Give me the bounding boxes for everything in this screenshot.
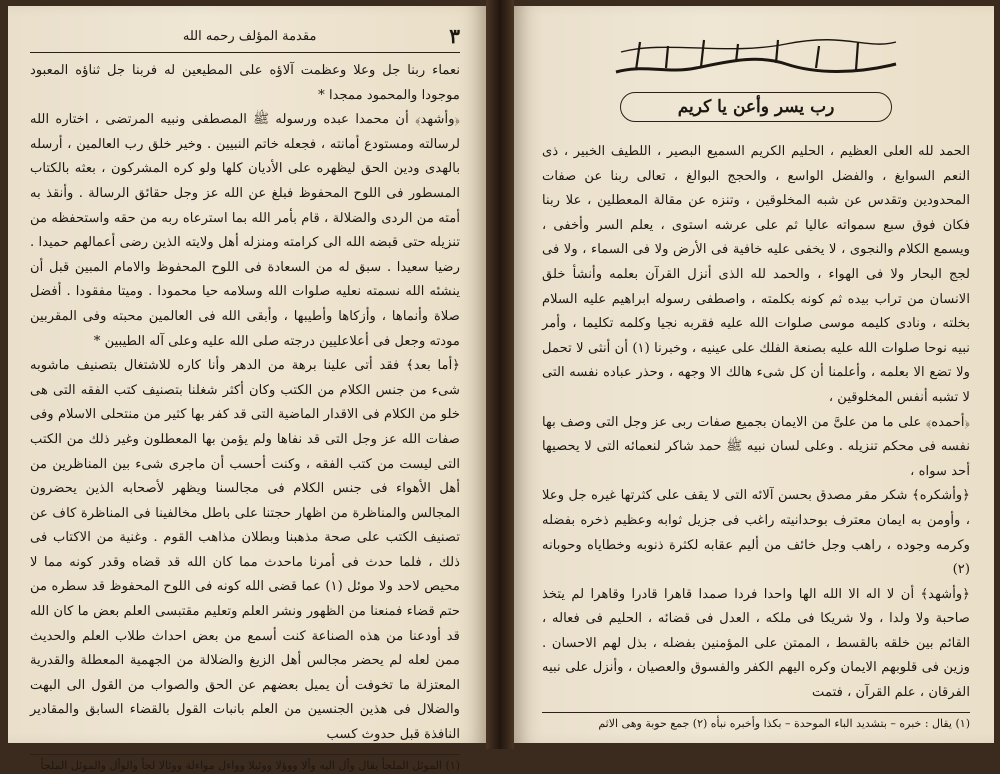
footnote: (١) يقال : خبره – بتشديد الباء الموحدة – بكذا وأخبره نبأه (٢) جمع حوبة وهى الاثم (598, 716, 970, 730)
right-body-text (542, 140, 970, 706)
running-title: مقدمة المؤلف رحمه الله (182, 28, 317, 44)
page-number: ٣ (449, 24, 460, 48)
footnote: (١) الموئل الملجأ يقال وأل اليه وألا ووؤلا ووئيلا وواءل مواءلة ووئالا لجأ والوأل والموئل الملجأ (40, 758, 460, 772)
paragraph: ﴿وأشكره﴾ شكر مقر مصدق بحسن آلائه التى لا يقف على كثرتها غيره جل وعلا ، وأومن به ايمان معترف بوحدانيته راغب فى جزيل ثوابه وعظيم ذخره بفضله وكرمه وجوده ، راهب وجل خائف من أليم عقابه لكثرة ذنوبه وخطاياه وحوبانه (٢) (542, 488, 970, 578)
left-page (8, 6, 486, 772)
book-gutter (486, 0, 514, 749)
invocation-cartouche: رب يسر وأعن يا كريم (620, 92, 892, 122)
right-page (514, 6, 994, 743)
left-body-text (30, 59, 460, 748)
paragraph: الحمد لله العلى العظيم ، الحليم الكريم السميع البصير ، اللطيف الخبير ، ذى النعم السوابغ ، والفضل الواسع ، والحجج البوالغ ، تعالى ربنا عن صفات المحدودين وتقدس عن شبه المخلوقين ، وتنزه عن مقالة المعطلين ، علا ربنا فكان فوق سبع سمواته عاليا ثم على عرشه استوى ، يعلم السر وأخفى ، ويسمع الكلام والنجوى ، لا يخفى عليه خافية فى الأرض ولا فى السماء ، ولا فى لجج البحار ولا فى الهواء ، والحمد لله الذى أنزل القرآن بعلمه وأنشأ خلق الانسان من تراب بيده ثم كونه بكلمته ، واصطفى رسوله ابراهيم عليه السلام بخلته ، ونادى كليمه موسى صلوات الله عليه فقربه نجيا وكلمه تكليما ، وأمر نبيه نوحا صلوات الله عليه بصنعة الفلك على عينيه ، وخبرنا (١) أن أنثى لا تحمل ولا تضع الا بعلمه ، وأعلمنا أن كل شىء هالك الا وجهه ، وحذر عباده نفسه التى لا تشبه أنفس المخلوقين ، (542, 144, 970, 405)
basmala-calligraphy (542, 34, 970, 76)
paragraph: ﴿أما بعد﴾ فقد أتى علينا برهة من الدهر وأنا كاره للاشتغال بتصنيف ماشوبه شىء من جنس الكلام من الكتب وكان أكثر شغلنا بتصنيف كتب الفقه التى هى خلو من الكلام فى الاقدار الماضية التى قد كفر بها كثير من منتحلى الاسلام وفى صفات الله عز وجل التى قد نفاها ولم يؤمن بها المعطلون وغير ذلك من الكتب التى ليست من كتب الفقه ، وكنت أحسب أن ماجرى شىء بين المناظرين من أهل الأهواء فى جنس الكلام فى مجالسنا ويظهر لأصحابه الذين يحضرون المجالس والمناظرة من اظهار حجتنا على باطل مخالفينا فى المناظرة كاف عن تصنيف الكتب على صحة مذهبنا وبطلان مذاهب القوم . وغنية من الاكتاب فى ذلك ، فلما حدث فى أمرنا ماحدث مما كان الله قد قضاه وقدر كونه مما لا محيص لاحد ولا موئل (١) عما قضى الله كونه فى اللوح المحفوظ قد سطره من حتم قضاء فمنعنا من الظهور ونشر العلم وتعليم مقتبسى العلم بعض ما كان الله قد أودعنا من هذه الصناعة كنت أسمع من بعض احداث طلاب العلم والحديث ممن لعله لم يحضر مجالس أهل الزيغ والضلالة من الجهمية المعطلة والقدرية المعتزلة ما تخوفت أن يميل بعضهم عن الحق والصواب من القول الى البهت والضلال فى هذين الجنسين من العلم بانبات القول بالقضاء السابق والمقادير النافذة قبل حدوث كسب (30, 358, 460, 743)
paragraph: نعماء ربنا جل وعلا وعظمت آلاؤه على المطيعين له فربنا جل ثناؤه المعبود موجودا والمحمود ممجدا * (30, 63, 460, 103)
paragraph: ﴿وأشهد﴾ أن محمدا عبده ورسوله ﷺ المصطفى ونبيه المرتضى ، اختاره الله لرسالته ومستودع أمانته ، فجعله خاتم النبيين . وخير خلق رب العالمين ، أرسله بالهدى ودين الحق ليظهره على الأديان كلها ولو كره المشركون ، بعثه بالكتاب المسطور فى اللوح المحفوظ فبلغ عن الله عز وجل حقائق الرسالة . وأنقذ به أمته من الردى والضلالة ، قام بأمر الله بما استرعاه ربه من حقه واستحفظه من تنزيله حتى قبضه الله الى كرامته ومنزله أهل ولايته الذين رضى أعمالهم حميدا . رضيا سعيدا . سبق له من السعادة فى اللوح المحفوظ والامام المبين قبل أن ينشئه الله نسمته نعليه صلوات الله وسلامه حيا محمودا . وميتا مفقودا . أفضل صلاة وأنماها ، وأزكاها وأطيبها ، وأبقى الله فى العالمين محبته وفى المقربين مودته وجعل فى أعلاعليين درجته صلى الله عليه وعلى آله الطيبين * (30, 112, 460, 349)
paragraph: ﴿أحمده﴾ على ما من علىَّ من الايمان بجميع صفات ربى عز وجل التى وصف بها نفسه فى محكم تنزيله . وعلى لسان نبيه ﷺ حمد شاكر لنعمائه التى لا يحصيها أحد سواه ، (542, 414, 970, 479)
page-header (30, 24, 460, 53)
paragraph: ﴿وأشهد﴾ أن لا اله الا الله الها واحدا فردا صمدا قاهرا قادرا وقاهرا لم يتخذ صاحبة ولا ولدا ، ولا شريكا فى ملكه ، العدل فى قضائه ، الحليم فى فعاله ، القائم بين خلقه بالقسط ، الممتن على المؤمنين بفضله ، بذل لهم الاحسان . وزين فى قلوبهم الايمان وكره اليهم الكفر والفسوق والعصيان ، وأنزل على نبيه الفرقان ، علم القرآن ، فتمت (542, 586, 970, 701)
